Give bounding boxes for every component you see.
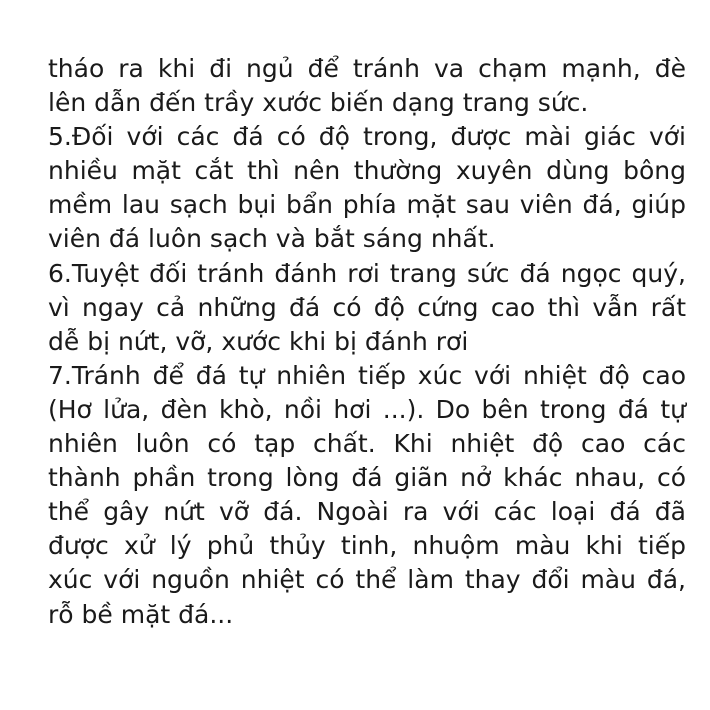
- text-line: 7.Tránh để đá tự nhiên tiếp xúc với nhiệt độ cao: [48, 360, 686, 390]
- text-line: 5.Đối với các đá có độ trong, được mài giác với: [48, 122, 686, 152]
- text-line: mềm lau sạch bụi bẩn phía mặt sau viên đá, giúp: [48, 190, 686, 220]
- text-line: dễ bị nứt, vỡ, xước khi bị đánh rơi: [48, 326, 469, 356]
- text-line: rỗ bề mặt đá...: [48, 599, 234, 629]
- care-instructions-text: [48, 52, 686, 632]
- text-line: được xử lý phủ thủy tinh, nhuộm màu khi tiếp: [48, 531, 686, 561]
- text-line: viên đá luôn sạch và bắt sáng nhất.: [48, 224, 496, 254]
- text-line: 6.Tuyệt đối tránh đánh rơi trang sức đá ngọc quý,: [48, 258, 686, 288]
- text-line: lên dẫn đến trầy xước biến dạng trang sức.: [48, 88, 589, 118]
- text-line: thể gây nứt vỡ đá. Ngoài ra với các loại đá đã: [48, 497, 686, 527]
- text-line: thành phần trong lòng đá giãn nở khác nhau, có: [48, 463, 686, 493]
- text-line: nhiều mặt cắt thì nên thường xuyên dùng bông: [48, 156, 686, 186]
- text-line: nhiên luôn có tạp chất. Khi nhiệt độ cao các: [48, 429, 686, 459]
- text-line: vì ngay cả những đá có độ cứng cao thì vẫn rất: [48, 292, 686, 322]
- text-line: tháo ra khi đi ngủ để tránh va chạm mạnh, đè: [48, 54, 686, 83]
- text-line: xúc với nguồn nhiệt có thể làm thay đổi màu đá,: [48, 565, 686, 595]
- text-line: (Hơ lửa, đèn khò, nồi hơi ...). Do bên trong đá tự: [48, 394, 686, 424]
